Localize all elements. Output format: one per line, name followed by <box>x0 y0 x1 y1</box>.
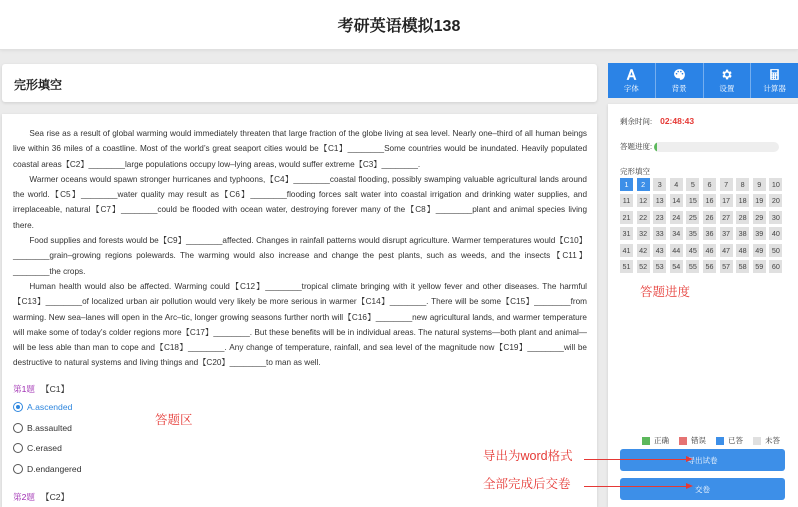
question-cell[interactable]: 33 <box>653 227 666 240</box>
radio-icon[interactable] <box>13 443 23 453</box>
question-cell[interactable]: 47 <box>720 244 733 257</box>
annotation-answer-area: 答题区 <box>155 413 193 427</box>
question-cell[interactable]: 54 <box>670 260 683 273</box>
passage-paragraph: Warmer oceans would spawn stronger hurricanes and typhoons,【C4】________coastal flooding, possibly swamping valuable agricultural lands around the world.【C5】________water quality may result as【C6】________flooding forces salt water into coastal irrigation and drinking water supplies, and irreplaceable, natural【C7】________could be flooded with ocean water, destroying forever many of the【C8】________plant and animal species living there. <box>13 174 587 230</box>
question-cell[interactable]: 18 <box>736 194 749 207</box>
question-cell[interactable]: 57 <box>720 260 733 273</box>
option-label: C.erased <box>27 443 62 453</box>
question-cell[interactable]: 35 <box>686 227 699 240</box>
question-cell[interactable]: 9 <box>753 178 766 191</box>
question-cell[interactable]: 29 <box>753 211 766 224</box>
annotation-export: 导出为word格式 <box>483 449 573 463</box>
option-label: A.ascended <box>27 402 73 412</box>
legend-label: 未答 <box>765 436 780 445</box>
question-cell[interactable]: 1 <box>620 178 633 191</box>
legend-swatch <box>716 437 724 445</box>
arrow-line <box>584 486 688 487</box>
passage-paragraph: Food supplies and forests would be【C9】________affected. Changes in rainfall patterns would disrupt agriculture. Warmer temperatures would【C10】________grain–growing regions polewards. The warming would also increase and change the pest plants, such as weeds, and the insects【C11】________the crops. <box>13 236 587 276</box>
submit-button[interactable]: 交卷 <box>620 478 785 500</box>
legend-swatch <box>753 437 761 445</box>
question-2-header <box>13 490 597 505</box>
option-label: D.endangered <box>27 463 82 474</box>
question-cell[interactable]: 30 <box>769 211 782 224</box>
passage <box>2 114 597 371</box>
section-header <box>2 64 597 102</box>
option-a[interactable] <box>13 397 597 418</box>
question-cell[interactable]: 56 <box>703 260 716 273</box>
question-cell[interactable]: 52 <box>637 260 650 273</box>
calculator-icon <box>768 68 781 81</box>
legend-answered <box>716 435 743 446</box>
arrow-head-icon <box>686 456 693 462</box>
question-cell[interactable]: 40 <box>769 227 782 240</box>
legend-label: 正确 <box>654 436 669 445</box>
question-tag: 【C2】 <box>40 491 70 502</box>
annotation-progress: 答题进度 <box>640 285 691 299</box>
question-cell[interactable]: 28 <box>736 211 749 224</box>
progress-fill <box>654 142 657 152</box>
question-cell[interactable]: 27 <box>720 211 733 224</box>
question-cell[interactable]: 49 <box>753 244 766 257</box>
side-panel <box>608 104 798 507</box>
question-cell[interactable]: 22 <box>637 211 650 224</box>
question-cell[interactable]: 13 <box>653 194 666 207</box>
question-cell[interactable]: 20 <box>769 194 782 207</box>
option-label: B.assaulted <box>27 422 72 433</box>
question-cell[interactable]: 14 <box>670 194 683 207</box>
question-cell[interactable]: 34 <box>670 227 683 240</box>
grid-title: 完形填空 <box>620 167 650 176</box>
progress-label: 答题进度: <box>620 142 653 151</box>
question-cell[interactable]: 3 <box>653 178 666 191</box>
palette-icon <box>673 68 686 81</box>
question-cell[interactable]: 17 <box>720 194 733 207</box>
legend-correct <box>642 435 669 446</box>
question-cell[interactable]: 12 <box>637 194 650 207</box>
question-cell[interactable]: 31 <box>620 227 633 240</box>
toolbar <box>608 63 798 98</box>
legend <box>642 435 790 446</box>
arrow-line <box>584 459 688 460</box>
option-b[interactable] <box>13 417 597 438</box>
gear-icon <box>720 68 733 81</box>
question-cell[interactable]: 24 <box>670 211 683 224</box>
font-label: 字体 <box>623 83 639 93</box>
question-cell[interactable]: 59 <box>753 260 766 273</box>
timer <box>620 116 694 127</box>
question-cell[interactable]: 32 <box>637 227 650 240</box>
legend-swatch <box>642 437 650 445</box>
question-cell[interactable]: 38 <box>736 227 749 240</box>
calculator-label: 计算器 <box>763 83 786 93</box>
font-icon <box>625 68 638 81</box>
legend-label: 错误 <box>691 436 706 445</box>
question-cell[interactable]: 46 <box>703 244 716 257</box>
font-button[interactable] <box>608 63 656 98</box>
passage-paragraph: Human health would also be affected. Warming could【C12】________tropical climate bringing with it yellow fever and other diseases. The harmful【C13】________of localized urban air pollution would very likely be more serious in warmer【C14】________. There will be some【C15】________from warming. New sea–lanes will open in the Arc–tic, longer growing seasons further north will【C16】________new agricultural lands, and warmer temperature will make some of today’s colder regions more【C17】________. But these benefits will be in individual areas. The natural systems—both plant and animal—will be less able than man to cope and【C18】________. Any change of temperature, rainfall, and sea level of the magnitude now【C19】________will be destructive to natural systems and living things and【C20】________to man as well. <box>13 281 587 368</box>
passage-paragraph: Sea rise as a result of global warming would immediately threaten that large fraction of the globe living at sea level. Nearly one–third of all human beings live within 36 miles of a coastline. Most of the world’s great seaport cities would be【C1】________Some countries would be inundated. Heavily populated coastal areas【C2】________large populations occupy low–lying areas, would suffer extreme【C3】________. <box>13 129 587 169</box>
question-cell[interactable]: 25 <box>686 211 699 224</box>
question-cell[interactable]: 16 <box>703 194 716 207</box>
radio-icon[interactable] <box>13 402 23 412</box>
question-cell[interactable]: 39 <box>753 227 766 240</box>
calculator-button[interactable] <box>751 63 798 98</box>
question-cell[interactable]: 5 <box>686 178 699 191</box>
export-button[interactable]: 导出试卷 <box>620 449 785 471</box>
question-cell[interactable]: 7 <box>720 178 733 191</box>
page-title: 考研英语模拟138 <box>337 18 461 35</box>
question-cell[interactable]: 37 <box>720 227 733 240</box>
question-cell[interactable]: 4 <box>670 178 683 191</box>
section-title: 完形填空 <box>14 78 63 92</box>
question-cell[interactable]: 23 <box>653 211 666 224</box>
radio-icon[interactable] <box>13 464 23 474</box>
page-header <box>0 0 798 50</box>
question-cell[interactable]: 48 <box>736 244 749 257</box>
question-cell[interactable]: 44 <box>670 244 683 257</box>
background-label: 背景 <box>671 83 687 93</box>
legend-wrong <box>679 435 706 446</box>
question-tag: 【C1】 <box>40 383 70 394</box>
annotation-submit: 全部完成后交卷 <box>483 477 571 491</box>
timer-label: 剩余时间: <box>620 117 653 126</box>
question-cell[interactable]: 11 <box>620 194 633 207</box>
question-cell[interactable]: 55 <box>686 260 699 273</box>
radio-icon[interactable] <box>13 423 23 433</box>
timer-value: 02:48:43 <box>660 116 695 126</box>
legend-swatch <box>679 437 687 445</box>
question-cell[interactable]: 51 <box>620 260 633 273</box>
question-cell[interactable]: 8 <box>736 178 749 191</box>
question-cell[interactable]: 42 <box>637 244 650 257</box>
question-cell[interactable]: 6 <box>703 178 716 191</box>
question-cell[interactable]: 60 <box>769 260 782 273</box>
settings-label: 设置 <box>719 83 735 93</box>
question-cell[interactable]: 19 <box>753 194 766 207</box>
question-number: 第1题 <box>13 383 35 394</box>
question-cell[interactable]: 10 <box>769 178 782 191</box>
question-cell[interactable]: 36 <box>703 227 716 240</box>
settings-button[interactable] <box>704 63 752 98</box>
question-cell[interactable]: 26 <box>703 211 716 224</box>
background-button[interactable] <box>656 63 704 98</box>
legend-label: 已答 <box>728 436 743 445</box>
question-cell[interactable]: 58 <box>736 260 749 273</box>
question-cell[interactable]: 43 <box>653 244 666 257</box>
progress-bar <box>654 142 779 152</box>
arrow-head-icon <box>686 483 693 489</box>
question-number: 第2题 <box>13 491 35 502</box>
question-cell[interactable]: 15 <box>686 194 699 207</box>
question-1-header <box>13 382 597 397</box>
question-grid <box>620 178 790 273</box>
progress-row <box>620 141 779 152</box>
question-cell[interactable]: 53 <box>653 260 666 273</box>
question-cell[interactable]: 45 <box>686 244 699 257</box>
question-cell[interactable]: 2 <box>637 178 650 191</box>
question-cell[interactable]: 50 <box>769 244 782 257</box>
question-cell[interactable]: 21 <box>620 211 633 224</box>
legend-unanswered <box>753 435 780 446</box>
question-cell[interactable]: 41 <box>620 244 633 257</box>
